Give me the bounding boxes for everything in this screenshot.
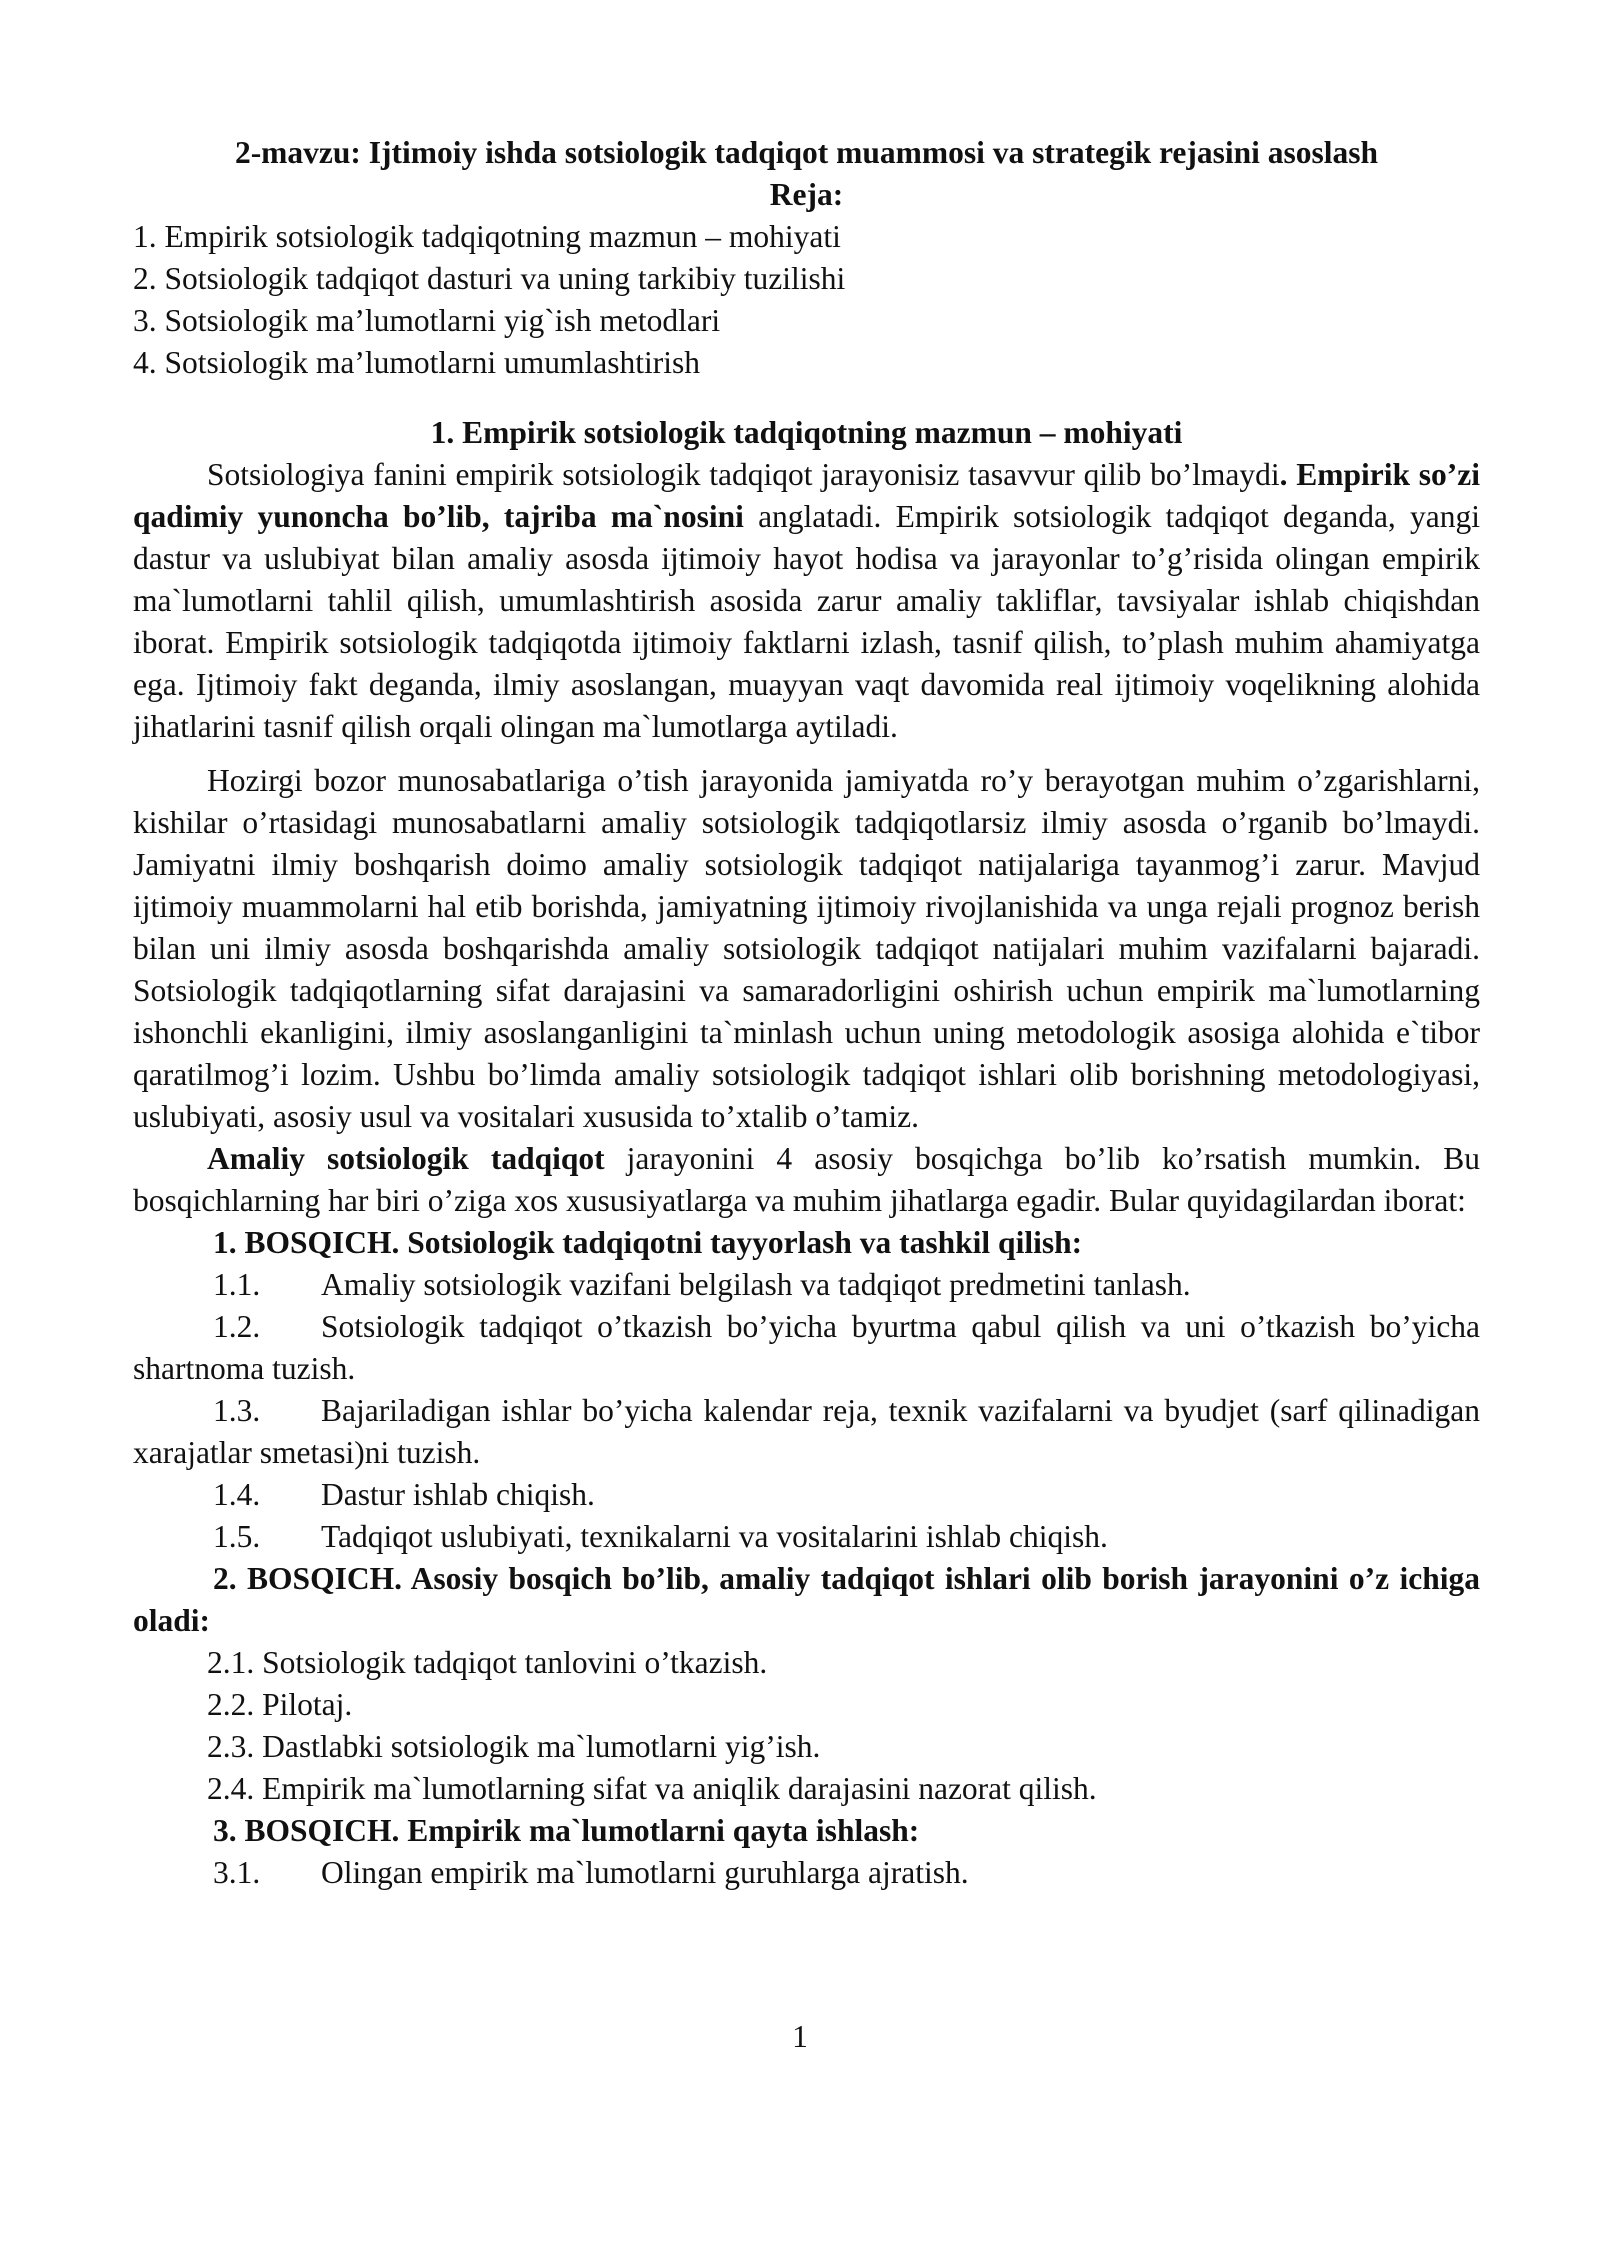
stage-1-item — [133, 1264, 1480, 1306]
plan-item: 1. Empirik sotsiologik tadqiqotning mazmun – mohiyati — [133, 219, 841, 254]
item-text: Sotsiologik tadqiqot o’tkazish bo’yicha byurtma qabul qilish va uni o’tkazish bo’yicha shartnoma tuzish. — [133, 1309, 1480, 1386]
paragraph-1-rest: anglatadi. Empirik sotsiologik tadqiqot deganda, yangi dastur va uslubiyat bilan amaliy asosda ijtimoiy hayot hodisa va jarayonlar to’g’risida olingan empirik ma`lumotlarni tahlil qilish, umumlashtirish asosida zarur amaliy takliflar, tavsiyalar ishlab chiqishdan iborat. Empirik sotsiologik tadqiqotda ijtimoiy faktlarni izlash, tasnif qilish, to’plash muhim ahamiyatga ega. Ijtimoiy fakt deganda, ilmiy asoslangan, muayyan vaqt davomida real ijtimoiy voqelikning alohida jihatlarini tasnif qilish orqali olingan ma`lumotlarga aytiladi. — [133, 499, 1480, 744]
item-number: 1.3. — [213, 1393, 261, 1428]
paragraph-1-dot: . — [1279, 457, 1288, 492]
item-number: 1.4. — [213, 1477, 261, 1512]
paragraph-1-intro: Sotsiologiya fanini empirik sotsiologik tadqiqot jarayonisiz tasavvur qilib bo’lmaydi — [207, 457, 1280, 492]
paragraph-2: Hozirgi bozor munosabatlariga o’tish jarayonida jamiyatda ro’y berayotgan muhim o’zgarishlarni, kishilar o’rtasidagi munosabatlarni amaliy sotsiologik tadqiqotlarsiz ilmiy asosda o’rganib bo’lmaydi. Jamiyatni ilmiy boshqarish doimo amaliy sotsiologik tadqiqot natijalariga tayanmog’i zarur. Mavjud ijtimoiy muammolarni hal etib borishda, jamiyatning ijtimoiy rivojlanishida va unga rejali prognoz berish bilan uni ilmiy asosda boshqarishda amaliy sotsiologik tadqiqot natijalari muhim vazifalarni bajaradi. Sotsiologik tadqiqotlarning sifat darajasini va samaradorligini oshirish uchun empirik ma`lumotlarning ishonchli ekanligini, ilmiy asoslanganligini ta`minlash uchun uning metodologik asosiga alohida e`tibor qaratilmog’i lozim. Ushbu bo’limda amaliy sotsiologik tadqiqot ishlari olib borishning metodologiyasi, uslubiyati, asosiy usul va vositalari xususida to’xtalib o’tamiz. — [133, 763, 1480, 1134]
stage-2-item: 2.4. Empirik ma`lumotlarning sifat va aniqlik darajasini nazorat qilish. — [207, 1771, 1097, 1806]
stage-2-title: 2. BOSQICH. Asosiy bosqich bo’lib, amaliy tadqiqot ishlari olib borish jarayonini o’z ichiga oladi: — [133, 1561, 1480, 1638]
item-text: Bajariladigan ishlar bo’yicha kalendar reja, texnik vazifalarni va byudjet (sarf qilinadigan xarajatlar smetasi)ni tuzish. — [133, 1393, 1480, 1470]
stage-1-item — [133, 1306, 1480, 1390]
plan-item: 2. Sotsiologik tadqiqot dasturi va uning tarkibiy tuzilishi — [133, 261, 846, 296]
section-title: 1. Empirik sotsiologik tadqiqotning mazmun – mohiyati — [430, 415, 1183, 450]
item-number: 1.1. — [213, 1267, 261, 1302]
document-title: 2-mavzu: Ijtimoiy ishda sotsiologik tadqiqot muammosi va strategik rejasini asoslash — [234, 135, 1379, 170]
stage-3-item — [133, 1852, 1480, 1894]
stage-1-item — [133, 1474, 1480, 1516]
stage-1-item — [133, 1516, 1480, 1558]
paragraph-3-bold: Amaliy sotsiologik tadqiqot — [207, 1141, 605, 1176]
item-text: Amaliy sotsiologik vazifani belgilash va tadqiqot predmetini tanlash. — [321, 1267, 1191, 1302]
stage-3-title: 3. BOSQICH. Empirik ma`lumotlarni qayta ishlash: — [213, 1813, 920, 1848]
stage-1-item — [133, 1390, 1480, 1474]
stage-2-item: 2.1. Sotsiologik tadqiqot tanlovini o’tkazish. — [207, 1645, 768, 1680]
plan-list — [133, 216, 1480, 384]
item-text: Tadqiqot uslubiyati, texnikalarni va vositalarini ishlab chiqish. — [321, 1519, 1108, 1554]
item-text: Olingan empirik ma`lumotlarni guruhlarga ajratish. — [321, 1855, 969, 1890]
plan-heading: Reja: — [769, 177, 844, 212]
item-number: 3.1. — [213, 1855, 261, 1890]
paragraph-3 — [133, 1138, 1480, 1222]
plan-item: 4. Sotsiologik ma’lumotlarni umumlashtirish — [133, 345, 700, 380]
stage-1-title: 1. BOSQICH. Sotsiologik tadqiqotni tayyorlash va tashkil qilish: — [213, 1225, 1083, 1260]
plan-item: 3. Sotsiologik ma’lumotlarni yig`ish metodlari — [133, 303, 721, 338]
item-number: 1.2. — [213, 1309, 261, 1344]
item-number: 1.5. — [213, 1519, 261, 1554]
paragraph-1-bold: Empirik so’zi qadimiy yunoncha bo’lib, tajriba ma`nosini — [133, 457, 1480, 534]
paragraph-1 — [133, 454, 1480, 748]
item-text: Dastur ishlab chiqish. — [321, 1477, 595, 1512]
stage-2-item: 2.3. Dastlabki sotsiologik ma`lumotlarni yig’ish. — [207, 1729, 821, 1764]
page-number: 1 — [792, 2019, 808, 2054]
paragraph-3-rest: jarayonini 4 asosiy bosqichga bo’lib ko’rsatish mumkin. Bu bosqichlarning har biri o’ziga xos xususiyatlarga va muhim jihatlarga egadir. Bular quyidagilardan iborat: — [133, 1141, 1480, 1218]
stage-2-item: 2.2. Pilotaj. — [207, 1687, 353, 1722]
